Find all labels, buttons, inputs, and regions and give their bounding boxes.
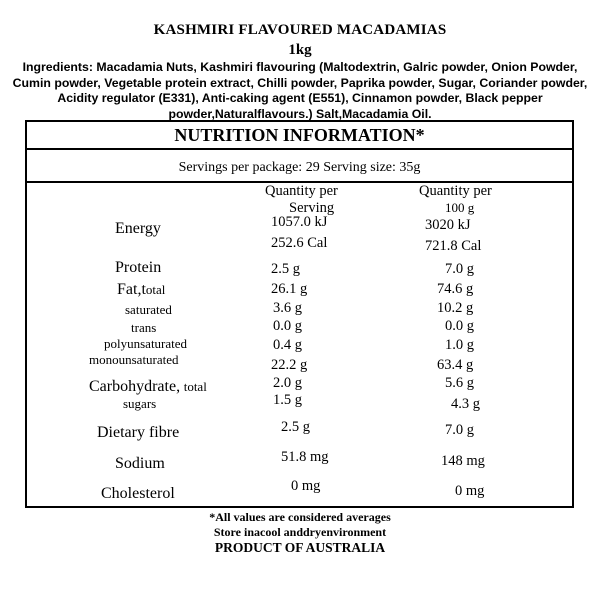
polyunsaturated-label: polyunsaturated (104, 336, 188, 351)
monounsaturated-label: monounsaturated (89, 352, 179, 367)
carbohydrate-100g: 5.6 g (445, 375, 474, 391)
ingredients-text: Ingredients: Macadamia Nuts, Kashmiri flavouring (Maltodextrin, Galric powder, Onion Powder, Cumin powder, Vegetable protein extract, Chilli powder, Paprika powder, Sugar, Coriander powder, Acidity regulator (E331), Anti-caking agent (E551), Cinnamon powder, Black pepper powder,Naturalflavours.) Salt,Macadamia Oil. (12, 60, 588, 121)
fat-label-suffix: otal (145, 282, 166, 297)
protein-serving: 2.5 g (271, 261, 300, 277)
country-of-origin: PRODUCT OF AUSTRALIA (214, 540, 386, 555)
averages-note: *All values are considered averages (209, 510, 391, 524)
product-title: KASHMIRI FLAVOURED MACADAMIAS (153, 22, 447, 38)
fat-serving: 26.1 g (271, 281, 308, 297)
carbohydrate-label-main: Carbohydrate, (89, 378, 181, 395)
cholesterol-label: Cholesterol (101, 485, 175, 502)
energy-serving-cal: 252.6 Cal (271, 235, 328, 251)
col-100g-header-2: 100 g (445, 200, 475, 215)
product-weight: 1kg (288, 42, 312, 58)
saturated-label: saturated (125, 302, 172, 317)
saturated-serving: 3.6 g (273, 300, 302, 316)
nutrition-panel (25, 120, 574, 508)
col-serving-header: Quantity per (265, 183, 338, 199)
col-serving-header-2: Serving (289, 200, 335, 216)
polyunsaturated-serving: 0.4 g (273, 337, 302, 353)
fat-label (117, 281, 165, 299)
energy-serving-kj: 1057.0 kJ (271, 214, 328, 230)
nutrition-heading: NUTRITION INFORMATION* (174, 125, 425, 145)
monounsaturated-serving: 22.2 g (271, 357, 308, 373)
sodium-100g: 148 mg (441, 453, 485, 469)
dietary-fibre-label: Dietary fibre (97, 424, 180, 441)
trans-100g: 0.0 g (445, 318, 474, 334)
fat-label-main: Fat,t (117, 281, 146, 298)
polyunsaturated-100g: 1.0 g (445, 337, 474, 353)
protein-100g: 7.0 g (445, 261, 474, 277)
energy-label: Energy (115, 220, 161, 237)
fat-100g: 74.6 g (437, 281, 474, 297)
servings-info: Servings per package: 29 Serving size: 35g (178, 160, 421, 175)
energy-100g-cal: 721.8 Cal (425, 238, 482, 254)
dietary-fibre-serving: 2.5 g (281, 419, 310, 435)
carbohydrate-label-suffix: total (183, 379, 207, 394)
sodium-serving: 51.8 mg (281, 449, 329, 465)
cholesterol-serving: 0 mg (291, 478, 321, 494)
monounsaturated-100g: 63.4 g (437, 357, 474, 373)
sugars-100g: 4.3 g (451, 396, 480, 412)
dietary-fibre-100g: 7.0 g (445, 422, 474, 438)
sodium-label: Sodium (115, 455, 165, 472)
trans-label: trans (131, 320, 157, 335)
sugars-label: sugars (123, 396, 157, 411)
trans-serving: 0.0 g (273, 318, 302, 334)
sugars-serving: 1.5 g (273, 392, 302, 408)
carbohydrate-serving: 2.0 g (273, 375, 302, 391)
cholesterol-100g: 0 mg (455, 483, 485, 499)
storage-instructions: Store inacool anddryenvironment (213, 525, 387, 539)
col-100g-header: Quantity per (419, 183, 492, 199)
heading-divider (27, 148, 572, 150)
energy-100g-kj: 3020 kJ (425, 217, 471, 233)
protein-label: Protein (115, 259, 162, 276)
saturated-100g: 10.2 g (437, 300, 474, 316)
carbohydrate-label (89, 378, 207, 396)
